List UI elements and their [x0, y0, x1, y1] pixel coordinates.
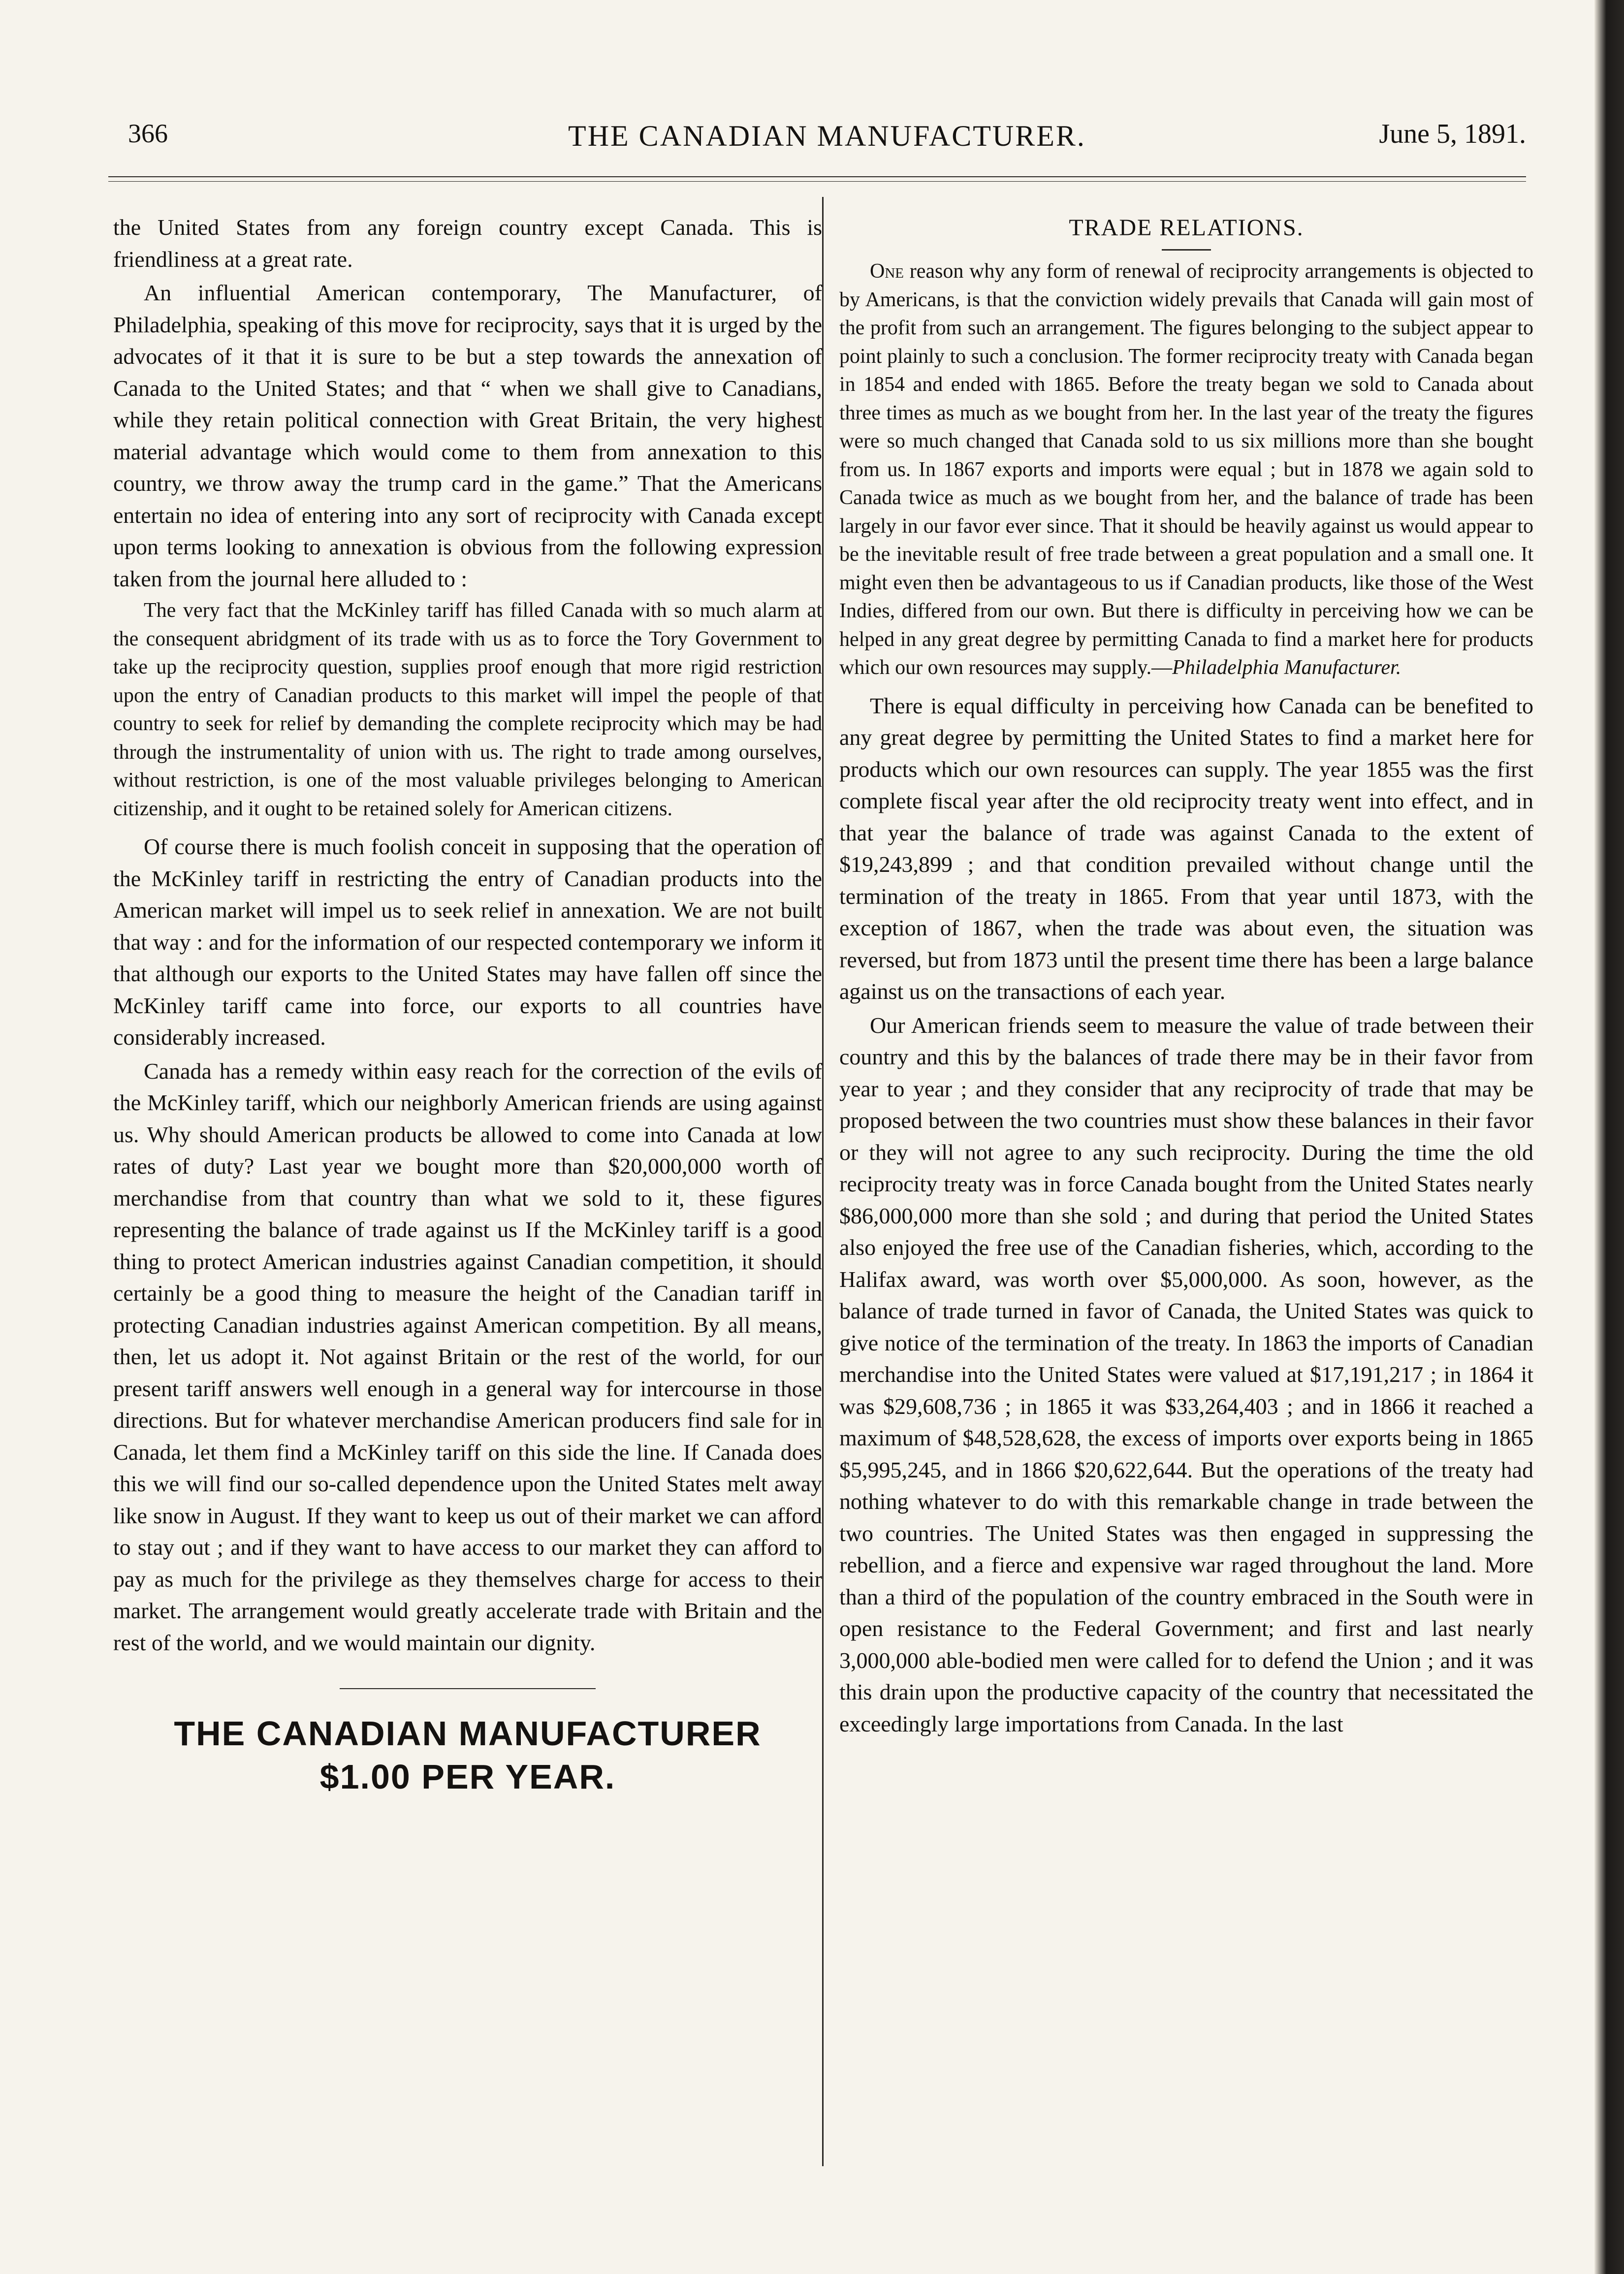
body-paragraph: Of course there is much foolish conceit in supposing that the operation of the McKinley tariff in restricting the entry of Canadian products into the American market will impel us to seek relief in annexation. We are not built that way : and for the information of our respected contemporary we inform it that although our exports to the United States may have fallen off since the McKinley tariff came into force, our exports to all countries have considerably increased. — [113, 834, 822, 1050]
page-binding-edge — [1594, 0, 1624, 2274]
quoted-article-text: reason why any form of renewal of reciprocity arrangements is objected to by Americans, is that the conviction widely prevails that Canada will gain most of the profit from such an arrangement. The figures belonging to the subject appear to point plainly to such a conclusion. The former reciprocity treaty with Canada began in 1854 and ended with 1865. Before the treaty began we sold to Canada about three times as much as we bought from her. In the last year of the treaty the figures were so much changed that Canada sold to us six millions more than she bought from us. In 1867 exports and imports were equal ; but in 1878 we again sold to Canada twice as much as we bought from her, and the balance of trade has been largely in our favor ever since. That it should be heavily against us would appear to be the inevitable result of free trade between a great population and a small one. It might even then be advantageous to us if Canadian products, like those of the West Indies, differed from our own. But there is difficulty in perceiving how we can be helped in any great degree by permitting Canada to find a market here for products which our own resources may supply.— — [839, 260, 1533, 679]
body-paragraph: An influential American contemporary, The Manufacturer, of Philadelphia, speaking of this move for reciprocity, says that it is urged by the advocates of it that it is sure to be but a step towards the annexation of Canada to the United States; and that “ when we shall give to Canadians, while they retain political connection with Great Britain, the very highest material advantage which would come to them from annexation to this country, we throw away the trump card in the game.” That the Americans entertain no idea of entering into any sort of reciprocity with Canada except upon terms looking to annexation is obvious from the following expression taken from the journal here alluded to : — [113, 280, 822, 591]
body-paragraph: Canada has a remedy within easy reach for the correction of the evils of the McKinley tariff, which our neighborly American friends are using against us. Why should American products be allowed to come into Canada at low rates of duty? Last year we bought more than $20,000,000 worth of merchandise from that country than what we sold to it, these figures representing the balance of trade against us If the McKinley tariff is a good thing to protect American industries against Canadian competition, it should certainly be a good thing to measure the height of the Canadian tariff in protecting Canadian industries against American competition. By all means, then, let us adopt it. Not against Britain or the rest of the world, for our present tariff answers well enough in a general way for intercourse in those directions. But for whatever merchandise American producers find sale for in Canada, let them find a McKinley tariff on this side the line. If Canada does this we will find our so-called dependence upon the United States melt away like snow in August. If they want to keep us out of their market we can afford to stay out ; and if they want to have access to our market they can afford to pay as much for the privilege as they themselves charge for access to their market. The arrangement would greatly accelerate trade with Britain and the rest of the world, and we would maintain our dignity. — [113, 1058, 822, 1655]
header-rule — [108, 176, 1526, 177]
masthead-title: THE CANADIAN MANUFACTURER. — [568, 120, 1086, 152]
issue-date: June 5, 1891. — [1379, 119, 1526, 149]
page-header — [118, 113, 1536, 167]
drop-word: One — [870, 260, 904, 283]
right-column — [839, 212, 1533, 1742]
body-paragraph: the United States from any foreign country except Canada. This is friendliness at a great rate. — [113, 215, 822, 272]
body-paragraph: There is equal difficulty in perceiving how Canada can be benefited to any great degree by permitting the United States to find a market here for products which our own resources can supply. The year 1855 was the first complete fiscal year after the old reciprocity treaty went into effect, and in that year the balance of trade was against Canada to the extent of $19,243,899 ; and that condition prevailed without change until the termination of the treaty in 1865. From that year until 1873, with the exception of 1867, when the trade was about even, the situation was reversed, but from 1873 until the present time there has been a large balance against us on the transactions of each year. — [839, 693, 1533, 1004]
block-quote: The very fact that the McKinley tariff has filled Canada with so much alarm at the consequent abridgment of its trade with us as to force the Tory Government to take up the reciprocity question, supplies proof enough that more rigid restriction upon the entry of Canadian products to this market will impel the people of that country to seek for relief by demanding the complete reciprocity which may be had through the instrumentality of union with us. The right to trade among ourselves, without restriction, is one of the most valuable privileges belonging to American citizenship, and it ought to be retained solely for American citizens. — [113, 599, 822, 820]
section-divider — [340, 1688, 596, 1689]
body-paragraph: Our American friends seem to measure the value of trade between their country and this by the balances of trade there may be in their favor from year to year ; and they consider that any reciprocity of trade that may be proposed between the two countries must show these balances in their favor or they will not agree to any such reciprocity. During the time the old reciprocity treaty was in force Canada bought from the United States nearly $86,000,000 more than she sold ; and during that period the United States also enjoyed the free use of the Canadian fisheries, which, according to the Halifax award, was worth over $5,000,000. As soon, however, as the balance of trade turned in favor of Canada, the United States was quick to give notice of the termination of the treaty. In 1863 the imports of Canadian merchandise into the United States were valued at $17,191,217 ; in 1864 it was $29,608,736 ; in 1865 it was $33,264,403 ; and in 1866 it reached a maximum of $48,528,628, the excess of imports over exports being in 1865 $5,995,245, and in 1866 $20,622,644. But the operations of the treaty had nothing whatever to do with this remarkable change in trade between the two countries. The United States was then engaged in suppressing the rebellion, and a fierce and expensive war raged throughout the land. More than a third of the population of the country embraced in the South were in open resistance to the Federal Government; and first and last nearly 3,000,000 able-bodied men were called for to defend the Union ; and it was this drain upon the productive capacity of the country that necessitated the exceedingly large importations from Canada. In the last — [839, 1012, 1533, 1736]
title-rule — [1162, 249, 1211, 251]
subscription-ad-title: THE CANADIAN MANUFACTURER — [174, 1714, 762, 1753]
column-divider — [822, 197, 824, 2166]
article-title: TRADE RELATIONS. — [1069, 215, 1304, 241]
subscription-ad-price: $1.00 PER YEAR. — [319, 1758, 616, 1796]
left-column — [113, 212, 822, 1796]
page-number: 366 — [128, 119, 168, 148]
quote-source: Philadelphia Manufacturer. — [1172, 656, 1401, 679]
quoted-article — [839, 257, 1533, 682]
header-rule-thin — [108, 181, 1526, 182]
